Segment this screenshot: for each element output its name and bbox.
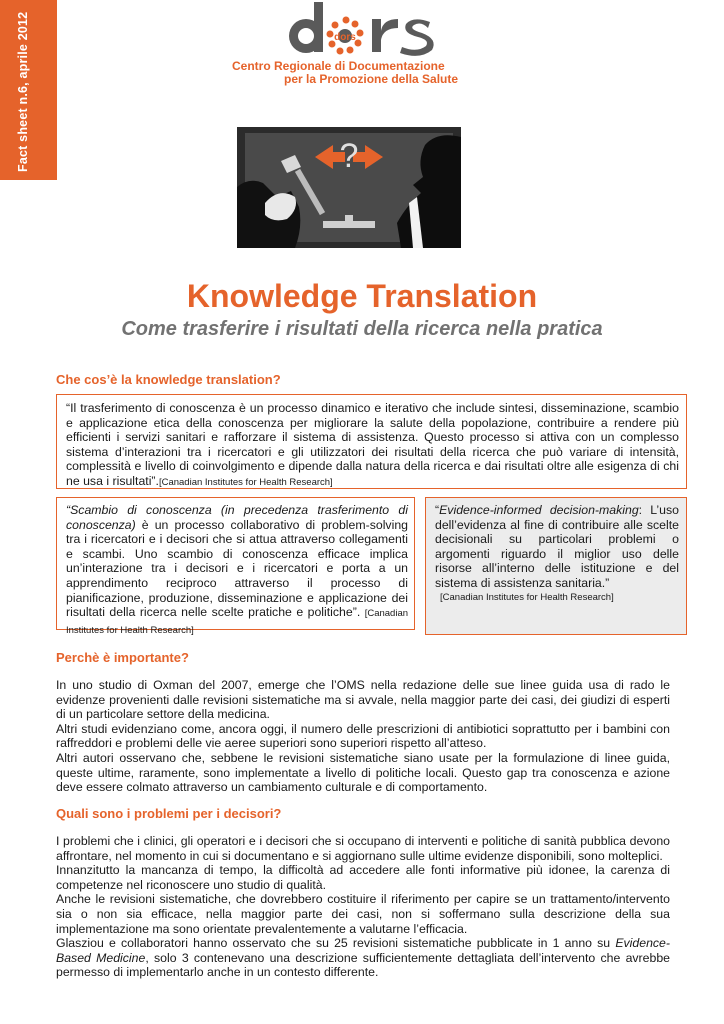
organization-name [232, 60, 492, 86]
problems-paragraph-2: Innanzitutto la mancanza di tempo, la difficoltà ad accedere alle fonti informative più idonee, la carenza di competenze nel riconoscere uno studio di qualità. [56, 863, 670, 892]
evidence-informed-box [425, 497, 687, 635]
problems-paragraph-3: Anche le revisioni sistematiche, che dovrebbero costituire il riferimento per capire se un trattamento/intervento sia o non sia efficace, nella maggior parte dei casi, non si soffermano sulla descrizione della sua implementazione ma sono orientate prevalentemente a valutarne l’efficacia. [56, 892, 670, 936]
section-heading-what-is: Che cos’è la knowledge translation? [56, 372, 281, 387]
knowledge-exchange-text: è un processo collaborativo di problem-solving tra i ricercatori e i decisori che si attua attraverso collegamenti e scambi. Uno scambio di conoscenza efficace implica un’interazione tra i decisori e i ricercatori e porta a un apprendimento reciproco attraverso il processo di pianificazione, produzione, disseminazione e applicazione dei risultati della ricerca nelle scelte pratiche e politiche”. [66, 517, 408, 620]
organization-line-1: Centro Regionale di Documentazione [232, 59, 445, 73]
fact-sheet-label: Fact sheet n.6, aprile 2012 [16, 11, 30, 172]
organization-line-2: per la Promozione della Salute [284, 72, 459, 86]
problems-body [56, 834, 670, 980]
why-important-paragraph-1: In uno studio di Oxman del 2007, emerge che l’OMS nella redazione delle sue linee guida usa di rado le evidenze provenienti dalle revisioni sistematiche ma si avvale, nella maggior parte dei casi, dei giudizi di esperti di un particolare settore della medicina. [56, 678, 670, 722]
logo-text: dors [334, 32, 356, 43]
definition-quote-text: “Il trasferimento di conoscenza è un processo dinamico e iterativo che include sintesi, disseminazione, scambio e applicazione etica della conoscenza per migliorare la salute della popolazione, contribuire a rendere più efficienti i servizi sanitari e rafforzare il sistema di assistenza. Questo processo si attiva con un complesso sistema d’interazioni tra i ricercatori e gli utilizzatori dei risultati della ricerca che può variare di intensità, complessità e livello di coinvolgimento e dipende dalla natura della ricerca e dai risultati oltre alle esigenza di chi ne usa i risultati”. [66, 401, 679, 488]
page-subtitle: Come trasferire i risultati della ricerca nella pratica [121, 318, 603, 340]
knowledge-exchange-term: “Scambio di conoscenza (in precedenza trasferimento di conoscenza) [66, 503, 408, 532]
section-heading-why-important: Perchè è importante? [56, 650, 189, 665]
evidence-informed-open-quote: “ [435, 503, 440, 517]
page-title: Knowledge Translation [186, 278, 538, 314]
evidence-informed-term: Evidence-informed decision-making [439, 503, 639, 517]
fact-sheet-tab [0, 0, 57, 180]
why-important-paragraph-3: Altri autori osservano che, sebbene le revisioni sistematiche siano usate per la formulazione di linee guida, queste ultime, raramente, sono implementate a livello di politiche locali. Questo gap tra conoscenza e azione deve essere colmato attraverso un cambiamento culturale e di comportamento. [56, 750, 670, 795]
why-important-body [56, 678, 670, 795]
dors-logo [280, 0, 460, 60]
problems-paragraph-4-start: Glasziou e collaboratori hanno osservato che su 25 revisioni sistematiche pubblicate in 1 anno su [56, 936, 616, 951]
problems-paragraph-1: I problemi che i clinici, gli operatori e i decisori che si occupano di interventi e politiche di sanità pubblica devono affrontare, nel momento in cui si documentano e si aggiornano sulle ultime evidenze disponibili, sono molteplici. [56, 834, 670, 863]
knowledge-exchange-box [56, 497, 415, 636]
problems-paragraph-4-end: , solo 3 contenevano una descrizione sufficientemente dettagliata dell’intervento che avrebbe permesso di implementarlo anche in un contesto differente. [56, 950, 671, 980]
journal-name: Evidence-Based Medicine [56, 936, 670, 965]
question-mark: ? [339, 137, 359, 175]
hero-illustration [237, 127, 461, 248]
definition-quote-box [56, 394, 687, 489]
section-heading-problems: Quali sono i problemi per i decisori? [56, 806, 282, 821]
evidence-informed-text: : L’uso dell’evidenza al fine di contribuire alle scelte decisionali su particolari problemi o argomenti riguardo il miglior uso delle risorse all’interno delle istituzione e del sistema di assistenza sanitaria.” [435, 503, 679, 590]
why-important-paragraph-2: Altri studi evidenziano come, ancora oggi, il numero delle prescrizioni di antibiotici soprattutto per i bambini con raffreddori e problemi delle vie aeree superiori sono superiori rispetto all’atteso. [56, 721, 670, 751]
problems-paragraph-4 [56, 936, 670, 980]
knowledge-exchange-source: [Canadian Institutes for Health Research] [66, 608, 409, 636]
definition-quote-source: [Canadian Institutes for Health Research] [158, 476, 333, 488]
evidence-informed-source: [Canadian Institutes for Health Research] [440, 591, 614, 603]
